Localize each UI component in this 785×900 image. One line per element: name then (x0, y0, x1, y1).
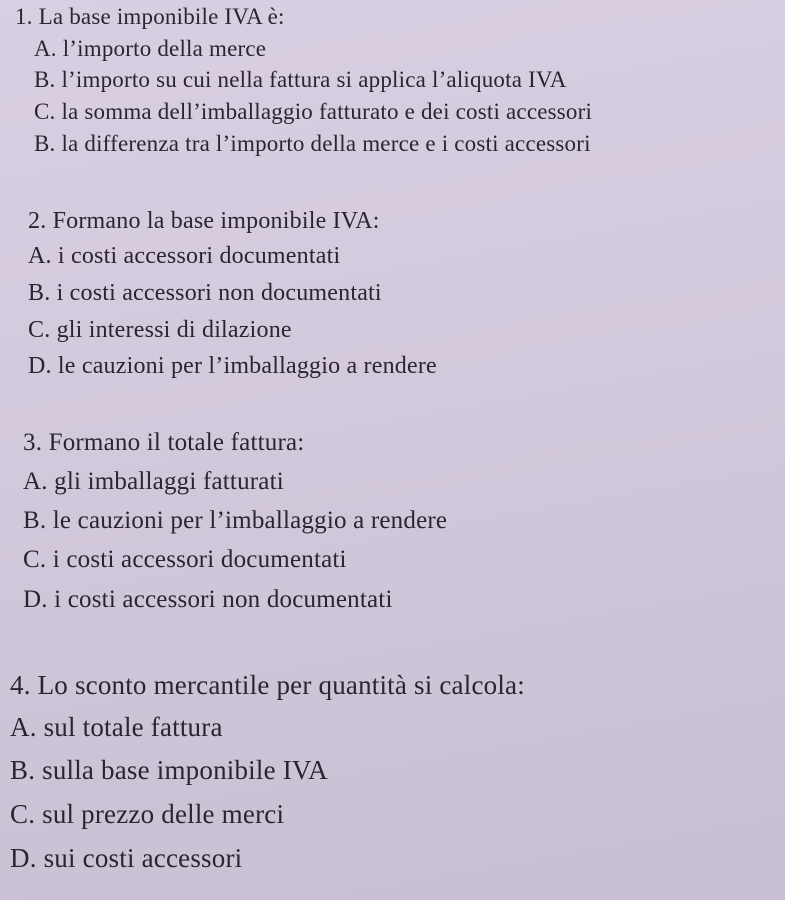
question-4-title: 4. Lo sconto mercantile per quantità si calcola: (10, 670, 525, 700)
question-1-title: 1. La base imponibile IVA è: (15, 4, 285, 29)
question-1-option-c: C. la somma dell’imballaggio fatturato e dei costi accessori (34, 99, 593, 124)
question-3-option-c: C. i costi accessori documentati (23, 546, 347, 573)
question-1-option-a: A. l’importo della merce (34, 36, 267, 61)
question-3-option-b: B. le cauzioni per l’imballaggio a rendere (23, 507, 448, 534)
question-4-option-b: B. sulla base imponibile IVA (10, 755, 328, 785)
question-1-option-d: B. la differenza tra l’importo della merce e i costi accessori (34, 131, 591, 156)
question-1-option-b: B. l’importo su cui nella fattura si applica l’aliquota IVA (34, 67, 567, 92)
question-2-option-c: C. gli interessi di dilazione (28, 317, 292, 343)
question-2-option-d: D. le cauzioni per l’imballaggio a rendere (28, 353, 437, 379)
question-3-title: 3. Formano il totale fattura: (23, 429, 305, 456)
question-4-option-a: A. sul totale fattura (10, 712, 223, 742)
question-4-option-c: C. sul prezzo delle merci (10, 799, 285, 829)
question-2-title: 2. Formano la base imponibile IVA: (28, 208, 380, 234)
question-4-option-d: D. sui costi accessori (10, 843, 243, 873)
question-2-option-b: B. i costi accessori non documentati (28, 280, 382, 306)
question-3-option-d: D. i costi accessori non documentati (23, 586, 393, 613)
question-2-option-a: A. i costi accessori documentati (28, 243, 341, 269)
question-3-option-a: A. gli imballaggi fatturati (23, 468, 284, 495)
